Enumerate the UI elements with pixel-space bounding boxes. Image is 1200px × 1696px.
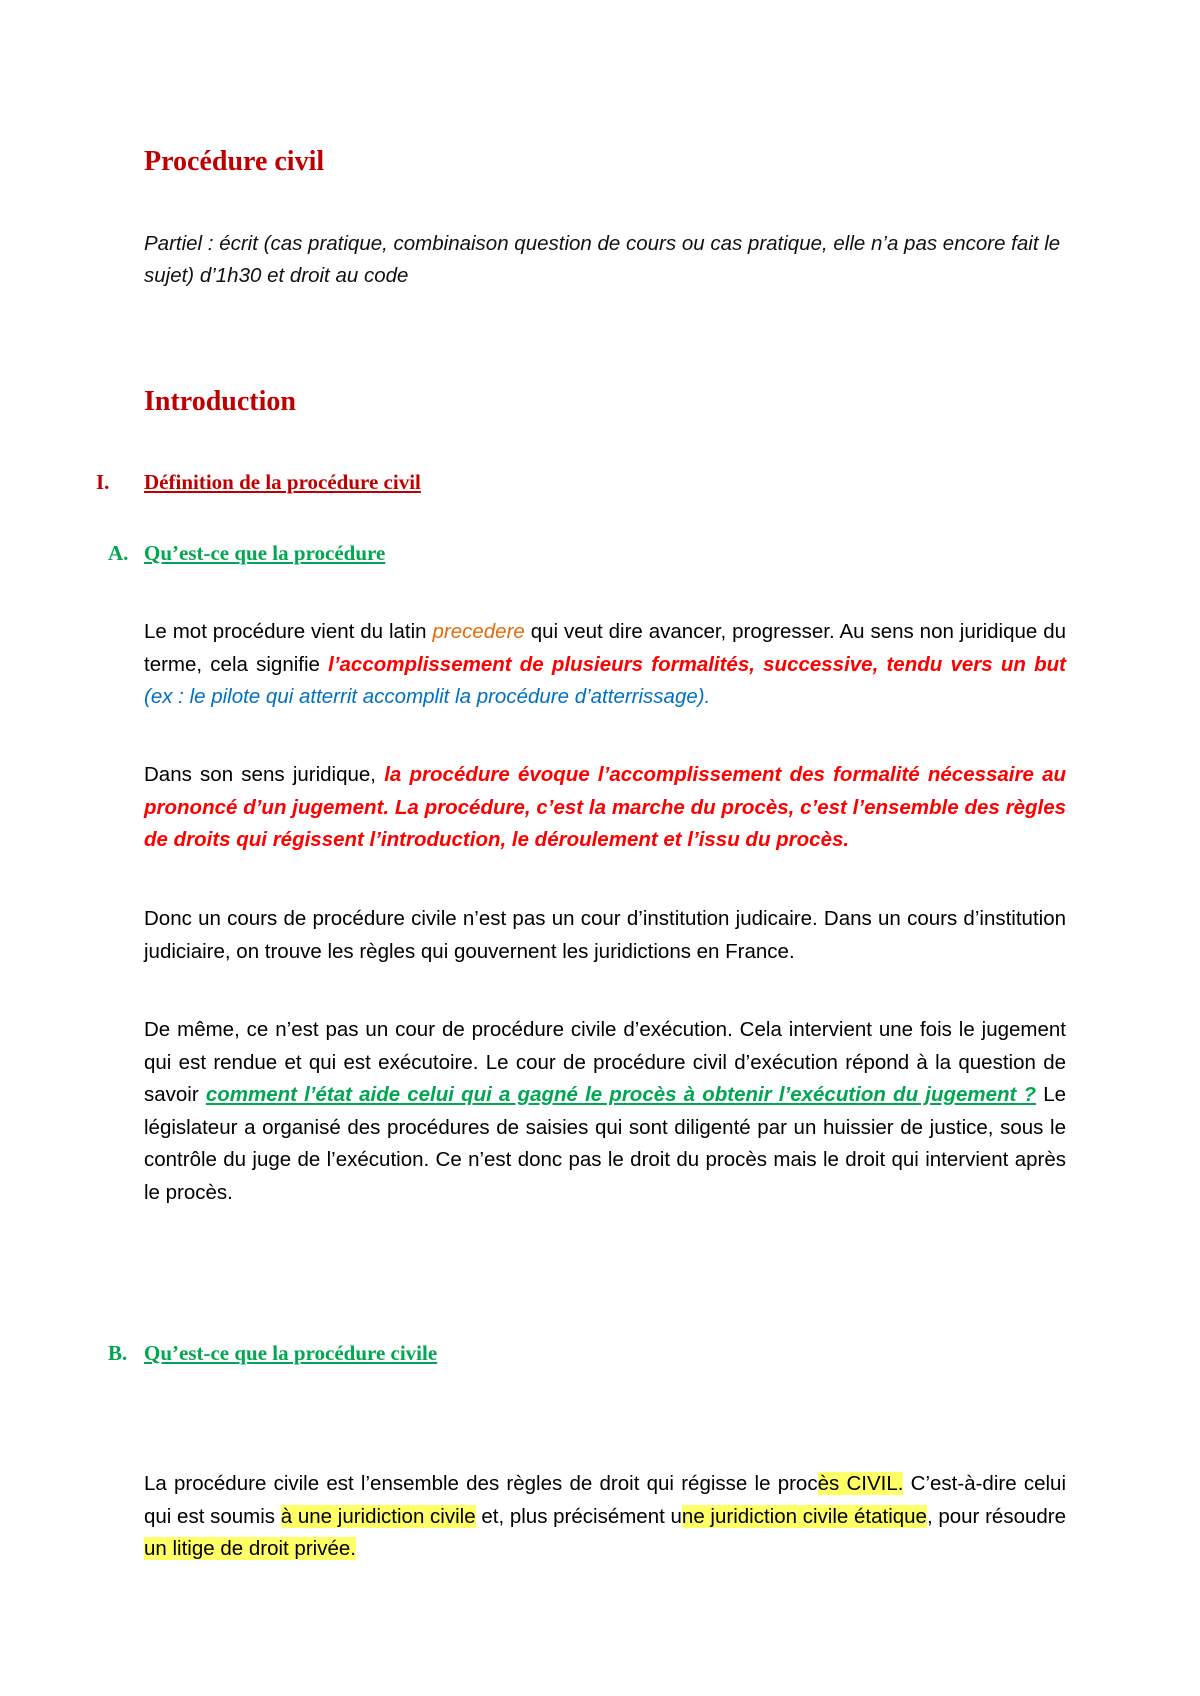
section-i-label: Définition de la procédure civil [144, 470, 421, 494]
p5-highlight-2: à une juridiction civile [280, 1504, 476, 1528]
paragraph-juridique [144, 759, 1066, 857]
section-i-number: I. [96, 470, 110, 494]
section-a-heading [108, 541, 385, 566]
p5-text-2: C’est-à-dire celui qui est soumis [144, 1472, 1066, 1528]
p4-emphasis: comment l’état aide celui qui a gagné le procès à obtenir l’exécution du jugement ? [205, 1083, 1037, 1106]
section-b-label: Qu’est-ce que la procédure civile [144, 1341, 438, 1365]
p5-highlight-4: un litige de droit privée. [144, 1537, 356, 1560]
p5-highlight-1: ès CIVIL. [817, 1472, 904, 1495]
p5-highlight-3: ne juridiction civile étatique [681, 1504, 927, 1528]
section-a-number: A. [108, 541, 129, 565]
p5-text-3: et, plus précisément u [475, 1504, 682, 1528]
page-title: Procédure civil [144, 146, 325, 177]
section-b-heading [108, 1341, 437, 1366]
p1-text-1: Le mot procédure vient du latin [144, 620, 433, 643]
p5-text-4: , pour résoudre [926, 1504, 1066, 1528]
exam-info: Partiel : écrit (cas pratique, combinaison question de cours ou cas pratique, elle n’a pas encore fait le sujet) d’1h30 et droit au code [144, 232, 1061, 287]
section-a-label: Qu’est-ce que la procédure [144, 541, 386, 565]
paragraph-definition [144, 616, 1066, 714]
p1-example: (ex : le pilote qui atterrit accomplit la procédure d’atterrissage). [144, 685, 711, 708]
introduction-heading: Introduction [144, 386, 296, 417]
section-i-heading [96, 470, 421, 495]
p4-text-2: Le législateur a organisé des procédures de saisies qui sont diligenté par un huissier de justice, sous le contrôle du juge de l’exécution. Ce n’est donc pas le droit du procès mais le droit qui intervient après le procès. [144, 1083, 1066, 1204]
p4-text-1: De même, ce n’est pas un cour de procédure civile d’exécution. Cela intervient une fois le jugement qui est rendue et qui est exécutoire. Le cour de procédure civil d’exécution répond à la question de savoir [144, 1018, 1066, 1106]
p2-emphasis: la procédure évoque l’accomplissement des formalité nécessaire au prononcé d’un jugement. La procédure, c’est la marche du procès, c’est l’ensemble des règles de droits qui régissent l’introduction, le déroulement et l’issu du procès. [144, 763, 1067, 851]
paragraph-procedure-civile [144, 1468, 1066, 1566]
paragraph-institution: Donc un cours de procédure civile n’est pas un cour d’institution judicaire. Dans un cours d’institution judiciaire, on trouve les règles qui gouvernent les juridictions en France. [144, 907, 1066, 963]
p1-latin-word: precedere [432, 620, 525, 643]
section-b-number: B. [108, 1341, 128, 1365]
paragraph-execution [144, 1014, 1066, 1209]
p1-emphasis: l’accomplissement de plusieurs formalités, successive, tendu vers un but [328, 652, 1066, 676]
p5-text-1: La procédure civile est l’ensemble des règles de droit qui régisse le proc [144, 1472, 818, 1495]
p2-text-1: Dans son sens juridique, [144, 763, 385, 786]
p1-text-2: qui veut dire avancer, progresser. Au sens non juridique du terme, cela signifie [144, 620, 1067, 676]
